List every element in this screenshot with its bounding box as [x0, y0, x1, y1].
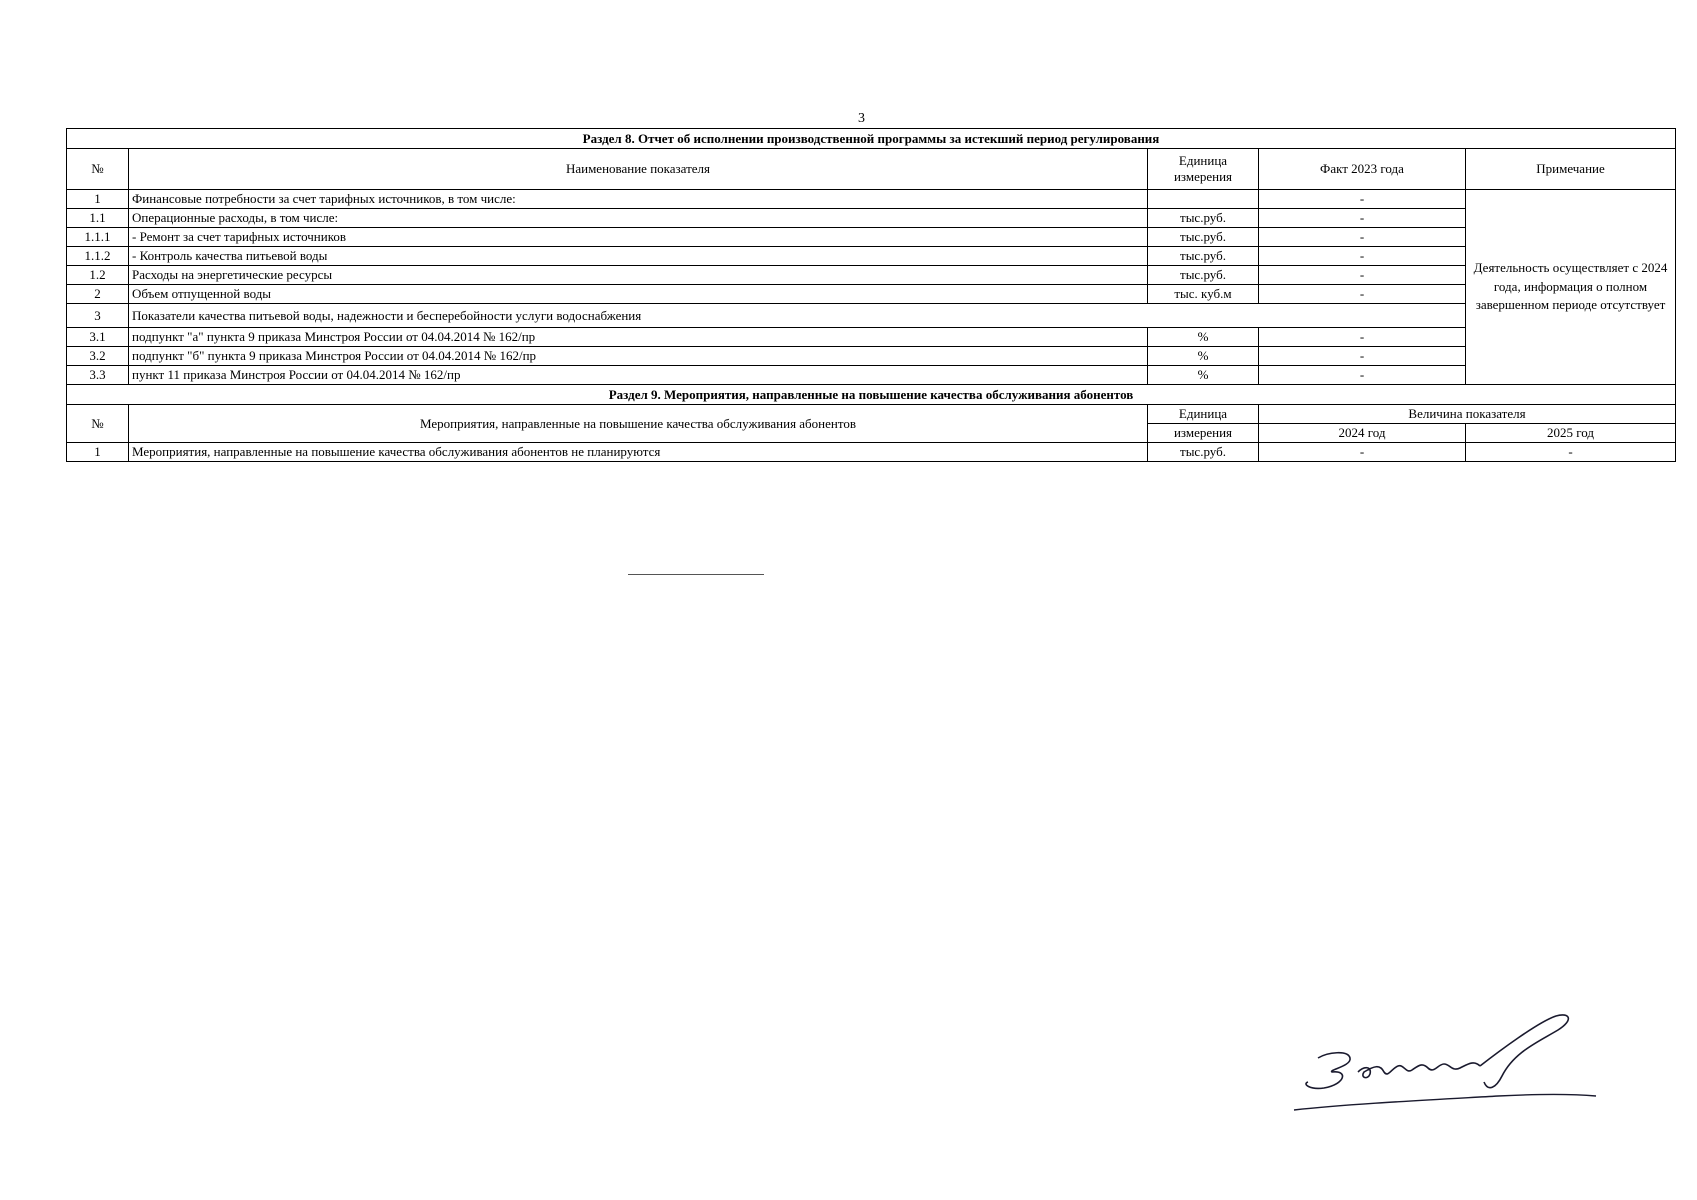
- row-num: 3.3: [67, 366, 129, 385]
- row-num: 2: [67, 285, 129, 304]
- row-name: Мероприятия, направленные на повышение качества обслуживания абонентов не планируются: [129, 443, 1148, 462]
- row-num: 1: [67, 443, 129, 462]
- row-fact: -: [1259, 209, 1466, 228]
- section8-title: Раздел 8. Отчет об исполнении производственной программы за истекший период регулирования: [67, 129, 1676, 149]
- row-num: 3.1: [67, 328, 129, 347]
- row-fact: -: [1259, 247, 1466, 266]
- row-unit: [1148, 190, 1259, 209]
- row-fact: -: [1259, 228, 1466, 247]
- s9-header-unit-line2: измерения: [1148, 424, 1259, 443]
- row-unit: тыс.руб.: [1148, 443, 1259, 462]
- section9-title: Раздел 9. Мероприятия, направленные на повышение качества обслуживания абонентов: [67, 385, 1676, 405]
- row-name: Финансовые потребности за счет тарифных источников, в том числе:: [129, 190, 1148, 209]
- header-note: Примечание: [1466, 149, 1676, 190]
- header-unit: Единица измерения: [1148, 149, 1259, 190]
- row-name: Показатели качества питьевой воды, надежности и бесперебойности услуги водоснабжения: [129, 304, 1466, 328]
- row-fact: -: [1259, 190, 1466, 209]
- separator-line: [628, 574, 764, 575]
- row-fact: -: [1259, 266, 1466, 285]
- row-num: 3: [67, 304, 129, 328]
- row-unit: тыс.руб.: [1148, 209, 1259, 228]
- table-row: [67, 209, 1676, 228]
- row-fact: -: [1259, 328, 1466, 347]
- row-name: Операционные расходы, в том числе:: [129, 209, 1148, 228]
- row-unit: тыс.руб.: [1148, 247, 1259, 266]
- table-row: [67, 347, 1676, 366]
- row-name: подпункт "б" пункта 9 приказа Минстроя России от 04.04.2014 № 162/пр: [129, 347, 1148, 366]
- page-number: 3: [858, 111, 865, 126]
- note-cell: Деятельность осуществляет с 2024 года, информация о полном завершенном периоде отсутствует: [1466, 190, 1676, 385]
- row-value-2025: -: [1466, 443, 1676, 462]
- signature: [1288, 1012, 1608, 1122]
- s9-header-unit-line1: Единица: [1148, 405, 1259, 424]
- row-num: 1.2: [67, 266, 129, 285]
- row-num: 1.1: [67, 209, 129, 228]
- s9-header-num: №: [67, 405, 129, 443]
- row-num: 3.2: [67, 347, 129, 366]
- row-num: 1.1.1: [67, 228, 129, 247]
- header-fact: Факт 2023 года: [1259, 149, 1466, 190]
- row-fact: -: [1259, 366, 1466, 385]
- table-row: [67, 285, 1676, 304]
- row-num: 1.1.2: [67, 247, 129, 266]
- table-row: [67, 304, 1676, 328]
- row-value-2024: -: [1259, 443, 1466, 462]
- row-name: пункт 11 приказа Минстроя России от 04.04.2014 № 162/пр: [129, 366, 1148, 385]
- row-unit: %: [1148, 347, 1259, 366]
- header-name: Наименование показателя: [129, 149, 1148, 190]
- row-name: Расходы на энергетические ресурсы: [129, 266, 1148, 285]
- s9-header-year-2024: 2024 год: [1259, 424, 1466, 443]
- row-name: - Ремонт за счет тарифных источников: [129, 228, 1148, 247]
- s9-header-name: Мероприятия, направленные на повышение качества обслуживания абонентов: [129, 405, 1148, 443]
- row-unit: %: [1148, 366, 1259, 385]
- row-fact: -: [1259, 347, 1466, 366]
- table-row: [67, 328, 1676, 347]
- row-name: Объем отпущенной воды: [129, 285, 1148, 304]
- row-fact: -: [1259, 285, 1466, 304]
- row-unit: %: [1148, 328, 1259, 347]
- row-name: - Контроль качества питьевой воды: [129, 247, 1148, 266]
- table-row: [67, 247, 1676, 266]
- s9-header-value: Величина показателя: [1259, 405, 1676, 424]
- row-name: подпункт "а" пункта 9 приказа Минстроя России от 04.04.2014 № 162/пр: [129, 328, 1148, 347]
- table-row: [67, 443, 1676, 462]
- s9-header-year-2025: 2025 год: [1466, 424, 1676, 443]
- table-row: [67, 190, 1676, 209]
- row-unit: тыс.руб.: [1148, 266, 1259, 285]
- table-row: [67, 366, 1676, 385]
- header-num: №: [67, 149, 129, 190]
- table-row: [67, 228, 1676, 247]
- report-table: [66, 128, 1676, 462]
- table-row: [67, 266, 1676, 285]
- row-num: 1: [67, 190, 129, 209]
- row-unit: тыс.руб.: [1148, 228, 1259, 247]
- row-unit: тыс. куб.м: [1148, 285, 1259, 304]
